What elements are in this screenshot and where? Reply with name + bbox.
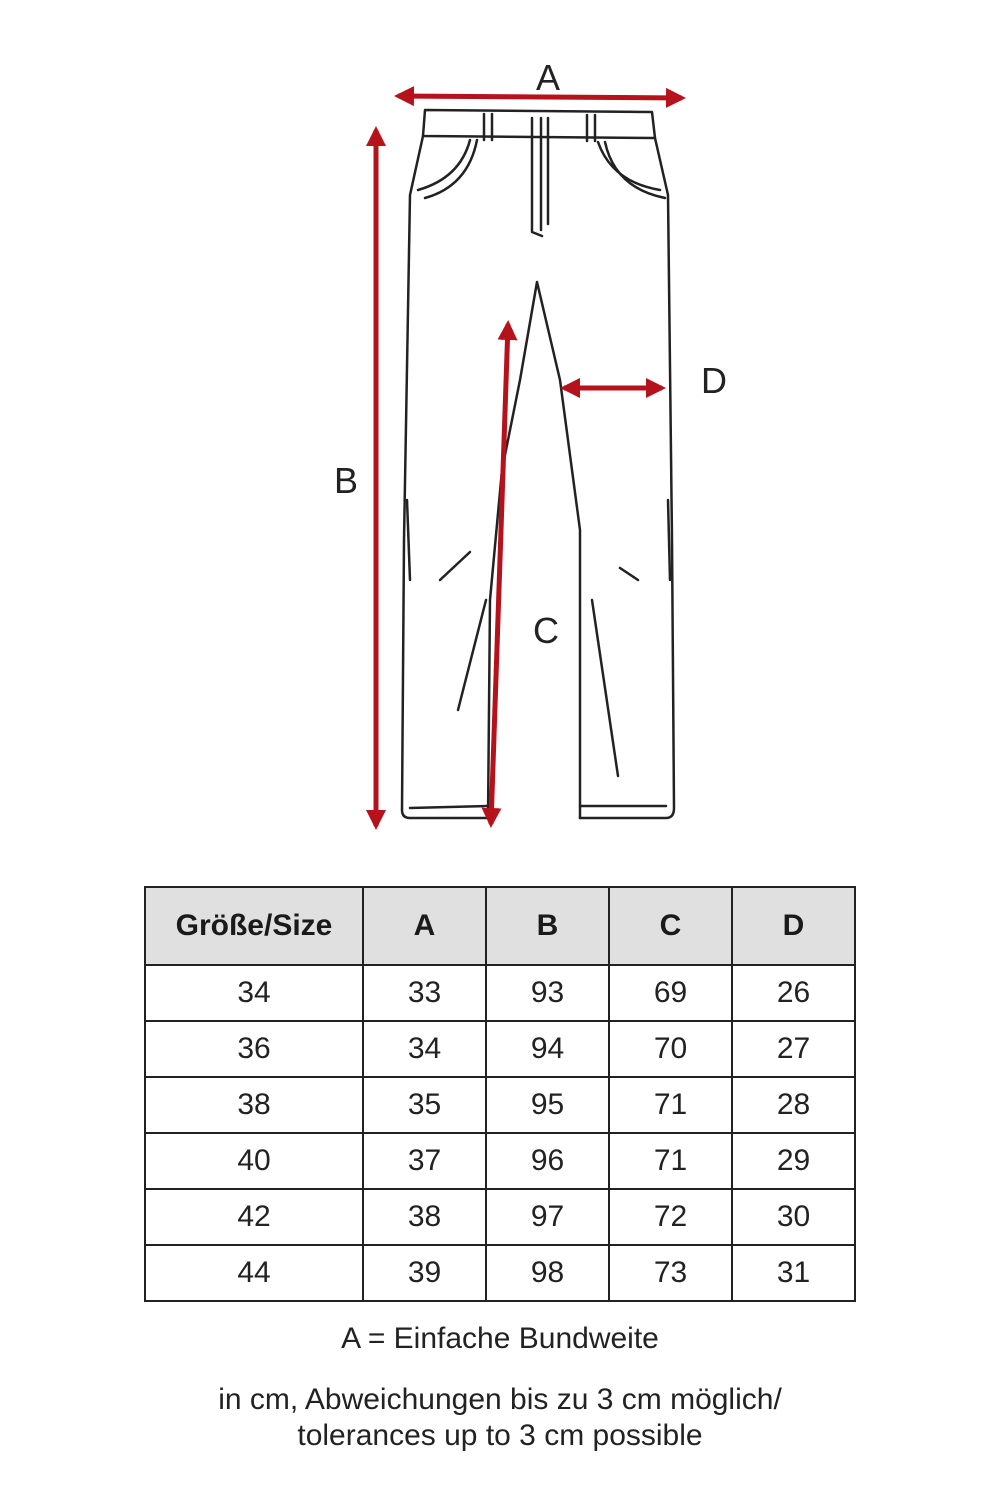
table-cell: 35	[363, 1077, 486, 1133]
table-cell: 30	[732, 1189, 855, 1245]
table-row	[145, 1021, 855, 1077]
table-row	[145, 965, 855, 1021]
size-table	[144, 886, 856, 1302]
table-row	[145, 1077, 855, 1133]
table-cell: 69	[609, 965, 732, 1021]
table-cell: 31	[732, 1245, 855, 1301]
measurement-arrows	[376, 96, 682, 826]
table-cell: 33	[363, 965, 486, 1021]
table-cell: 39	[363, 1245, 486, 1301]
table-cell: 72	[609, 1189, 732, 1245]
table-cell: 98	[486, 1245, 609, 1301]
table-cell: 27	[732, 1021, 855, 1077]
table-cell: 44	[145, 1245, 363, 1301]
table-row	[145, 1245, 855, 1301]
tolerance-note	[0, 1382, 1000, 1454]
label-d: D	[701, 360, 727, 401]
table-row	[145, 1189, 855, 1245]
table-cell: 40	[145, 1133, 363, 1189]
table-cell: 38	[145, 1077, 363, 1133]
label-c: C	[533, 610, 559, 651]
label-a: A	[535, 57, 561, 98]
header-a: A	[363, 887, 486, 965]
table-cell: 42	[145, 1189, 363, 1245]
table-cell: 94	[486, 1021, 609, 1077]
table-cell: 26	[732, 965, 855, 1021]
table-cell: 71	[609, 1077, 732, 1133]
table-cell: 95	[486, 1077, 609, 1133]
legend-note: A = Einfache Bundweite	[341, 1322, 659, 1355]
tolerance-line-1: in cm, Abweichungen bis zu 3 cm möglich/	[218, 1383, 782, 1416]
table-row	[145, 1133, 855, 1189]
header-d: D	[732, 887, 855, 965]
table-cell: 29	[732, 1133, 855, 1189]
table-cell: 36	[145, 1021, 363, 1077]
table-cell: 93	[486, 965, 609, 1021]
table-header-row	[145, 887, 855, 965]
table-cell: 73	[609, 1245, 732, 1301]
header-c: C	[609, 887, 732, 965]
header-b: B	[486, 887, 609, 965]
label-b: B	[333, 460, 359, 501]
table-cell: 37	[363, 1133, 486, 1189]
table-cell: 34	[145, 965, 363, 1021]
table-cell: 97	[486, 1189, 609, 1245]
table-cell: 28	[732, 1077, 855, 1133]
table-cell: 38	[363, 1189, 486, 1245]
tolerance-line-2: tolerances up to 3 cm possible	[297, 1419, 703, 1452]
table-cell: 70	[609, 1021, 732, 1077]
table-cell: 96	[486, 1133, 609, 1189]
table-cell: 34	[363, 1021, 486, 1077]
trousers-icon	[402, 110, 674, 818]
table-cell: 71	[609, 1133, 732, 1189]
header-size: Größe/Size	[145, 887, 363, 965]
